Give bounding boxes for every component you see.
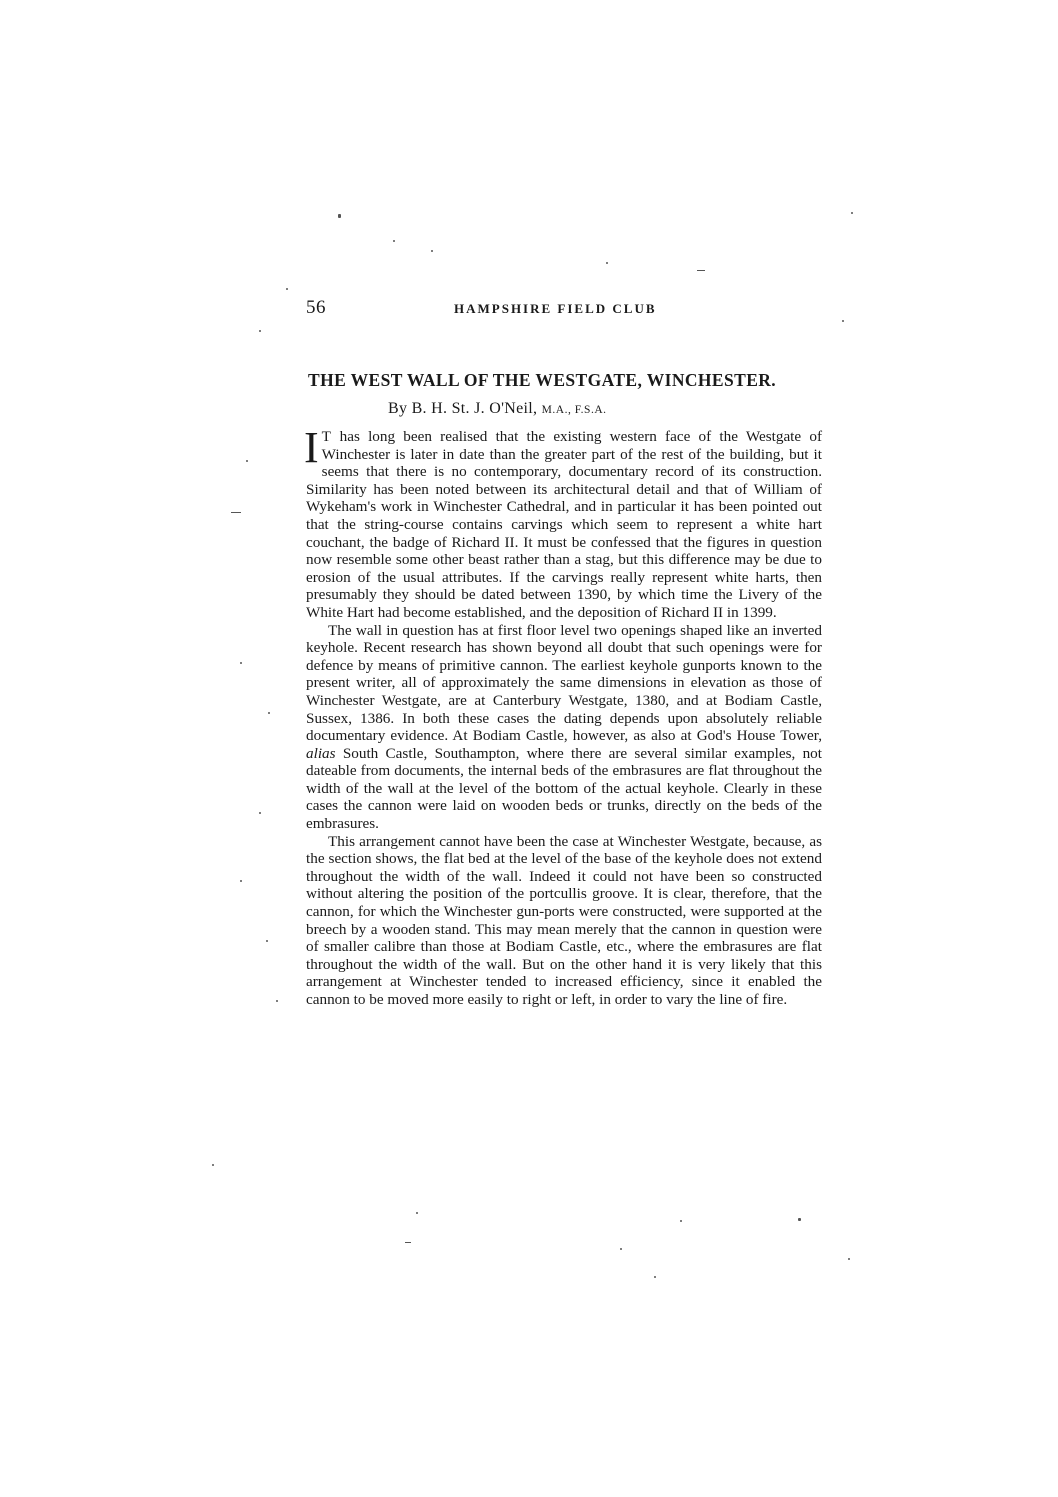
scan-speck xyxy=(268,712,270,714)
scan-speck xyxy=(286,288,288,290)
scan-speck xyxy=(240,662,242,664)
scan-speck xyxy=(212,1164,214,1166)
page-header xyxy=(306,297,726,321)
scan-speck xyxy=(259,812,261,814)
lead-letter: T xyxy=(321,428,332,445)
article-body xyxy=(304,423,822,1009)
scan-speck xyxy=(798,1218,801,1221)
byline-degrees: M.A., F.S.A. xyxy=(541,404,607,416)
paragraph-2 xyxy=(306,622,822,833)
article-byline xyxy=(388,400,788,418)
byline-author: By B. H. St. J. O'Neil, xyxy=(388,400,538,417)
scan-speck xyxy=(276,1000,278,1002)
scan-speck xyxy=(842,320,844,322)
scan-speck xyxy=(680,1220,682,1222)
paragraph-2-italic: alias xyxy=(306,744,336,762)
paragraph-3-text: This arrangement cannot have been the case at Winchester Westgate, because, as the section shows, the flat bed at the level of the base of the keyhole does not extend throughout the width of the wall. Indeed it could not have been so constructed without altering the position of the portcullis groove. It is clear, therefore, that the cannon, for which the Winchester gun-ports were constructed, were supported at the breech by a wooden stand. This may mean merely that the cannon in question were of smaller calibre than those at Bodiam Castle, etc., where the embrasures are flat throughout the width of the wall. But on the other hand it is very likely that this arrangement at Winchester tended to increased efficiency, since it enabled the cannon to be moved more easily to right or left, in order to vary the line of fire. xyxy=(306,832,822,1008)
paragraph-2-text: The wall in question has at first floor level two openings shaped like an inverted keyhole. Recent research has shown beyond all doubt that such openings were for defence by means of primitive cannon. The earliest keyhole gunports known to the present writer, all of approximately the same dimensions in elevation as those of Winchester Westgate, are at Canterbury Westgate, 1380, and at Bodiam Castle, Sussex, 1386. In both these cases the dating depends upon absolutely reliable documentary evidence. At Bodiam Castle, however, as also at God's House Tower, xyxy=(306,621,822,745)
page-number: 56 xyxy=(306,297,326,318)
scan-speck xyxy=(246,460,248,462)
scan-speck xyxy=(431,250,433,252)
scan-speck xyxy=(848,1258,850,1260)
scan-speck xyxy=(393,240,395,242)
scan-speck xyxy=(606,262,608,264)
scan-speck xyxy=(266,940,268,942)
article-title: THE WEST WALL OF THE WESTGATE, WINCHESTER. xyxy=(308,370,777,390)
running-head: HAMPSHIRE FIELD CLUB xyxy=(454,301,657,316)
scan-speck xyxy=(620,1248,622,1250)
drop-cap: I xyxy=(304,423,319,472)
scan-speck xyxy=(851,212,853,214)
scan-speck xyxy=(338,214,341,218)
scan-speck xyxy=(416,1212,418,1214)
scan-speck xyxy=(654,1276,656,1278)
scan-speck xyxy=(240,880,242,882)
scan-speck xyxy=(259,330,261,332)
scan-dash xyxy=(405,1242,411,1243)
paragraph-1-text: has long been realised that the existing western face of the Westgate of Winchester is later in date than the greater part of the rest of the building, but it seems that there is no contemporary, documentary record of its construction. Similarity has been noted between its architectural detail and that of William of Wykeham's work in Winchester Cathedral, and in particular it has been pointed out that the string-course contains carvings which seem to represent a white hart couchant, the badge of Richard II. It must be confessed that the figures in question now resemble some other beast rather than a stag, but this difference may be due to erosion of the usual attributes. If the carvings really represent white harts, then presumably they should be dated between 1390, by which time the Livery of the White Hart had become established, and the deposition of Richard II in 1399. xyxy=(306,428,822,621)
scan-dash xyxy=(697,270,705,271)
paragraph-2-rest: South Castle, Southampton, where there are several similar examples, not dateable from documents, the internal beds of the embrasures are flat throughout the width of the wall at the level of the bottom of the actual keyhole. Clearly in these cases the cannon were laid on wooden beds or trunks, directly on the beds of the embrasures. xyxy=(306,744,822,833)
paragraph-1 xyxy=(304,423,822,622)
paragraph-3 xyxy=(306,833,822,1009)
scan-dash xyxy=(231,512,241,513)
